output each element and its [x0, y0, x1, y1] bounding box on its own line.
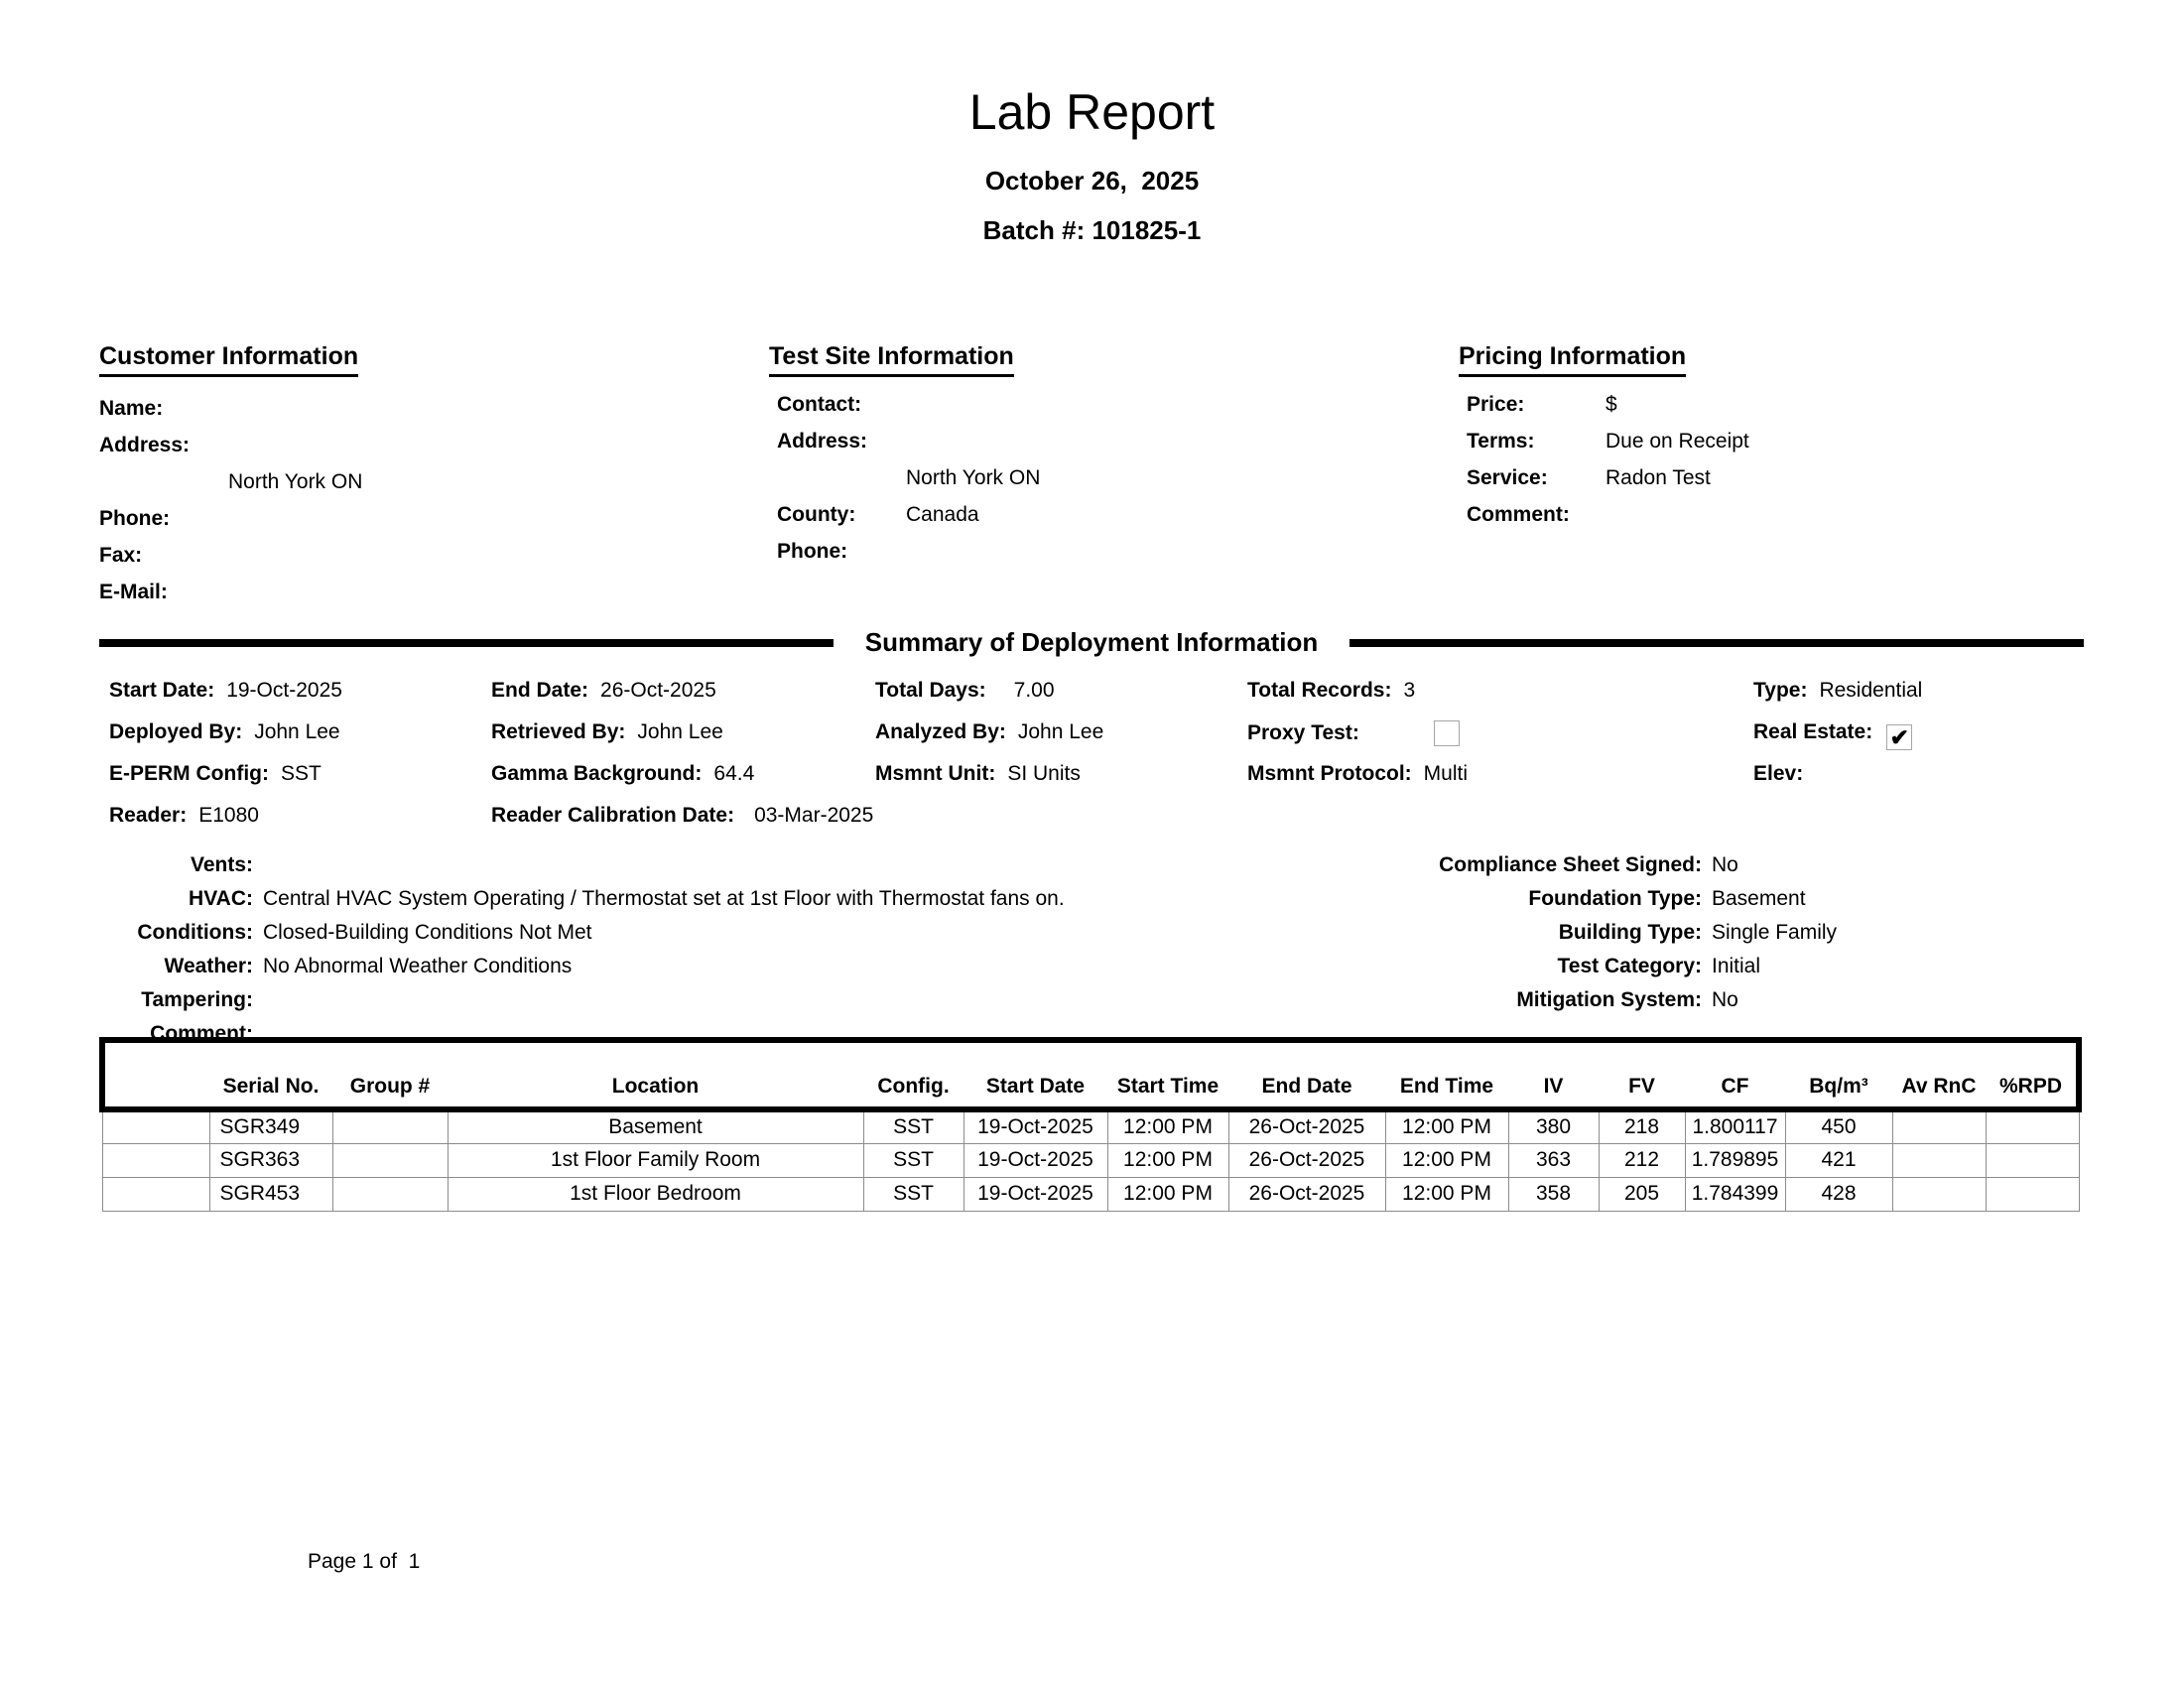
table-cell: SST — [863, 1177, 964, 1211]
results-table-wrap — [99, 1037, 2082, 1212]
table-cell: 212 — [1599, 1143, 1685, 1177]
gamma-background-value: 64.4 — [713, 762, 755, 785]
table-cell — [1892, 1177, 1986, 1211]
compliance-label: Compliance Sheet Signed: — [1439, 853, 1702, 876]
eperm-config-label: E-PERM Config: — [109, 762, 269, 785]
comment-label: Comment: — [150, 1022, 253, 1045]
proxy-test-label: Proxy Test: — [1247, 721, 1359, 744]
summary-grid — [109, 679, 2084, 845]
table-header-cell: Start Time — [1107, 1040, 1228, 1109]
table-row — [102, 1143, 2079, 1177]
table-header-cell: Group # — [332, 1040, 448, 1109]
service-value: Radon Test — [1606, 466, 1711, 489]
table-cell — [1986, 1143, 2079, 1177]
table-cell — [1892, 1143, 1986, 1177]
table-header-cell: Config. — [863, 1040, 964, 1109]
table-cell: 12:00 PM — [1107, 1177, 1228, 1211]
price-value: $ — [1606, 393, 1617, 416]
real-estate-label: Real Estate: — [1753, 720, 1873, 743]
weather-value: No Abnormal Weather Conditions — [263, 955, 573, 977]
table-cell: 12:00 PM — [1107, 1143, 1228, 1177]
report-date: October 26, 2025 — [984, 166, 1200, 195]
building-type-label: Building Type: — [1558, 921, 1702, 944]
vents-label: Vents: — [190, 853, 253, 876]
table-cell — [102, 1109, 209, 1143]
msmnt-unit-label: Msmnt Unit: — [875, 762, 996, 785]
tampering-label: Tampering: — [141, 988, 253, 1011]
reader-cal-value: 03-Mar-2025 — [754, 804, 874, 827]
table-cell: 218 — [1599, 1109, 1685, 1143]
table-cell: 450 — [1785, 1109, 1892, 1143]
table-cell: 12:00 PM — [1385, 1109, 1508, 1143]
summary-title-bar — [99, 627, 2084, 658]
page-title: Lab Report — [968, 84, 1216, 140]
reader-label: Reader: — [109, 804, 188, 827]
right-rule — [1349, 639, 2084, 647]
site-contact-label: Contact: — [777, 393, 862, 416]
analyzed-by-value: John Lee — [1017, 720, 1104, 743]
hvac-value: Central HVAC System Operating / Thermostat set at 1st Floor with Thermostat fans on. — [263, 887, 1065, 910]
table-cell: 12:00 PM — [1107, 1109, 1228, 1143]
start-date-value: 19-Oct-2025 — [226, 679, 342, 702]
analyzed-by-label: Analyzed By: — [875, 720, 1006, 743]
msmnt-protocol-label: Msmnt Protocol: — [1247, 762, 1412, 785]
table-header-cell: %RPD — [1986, 1040, 2079, 1109]
end-date-value: 26-Oct-2025 — [600, 679, 716, 702]
terms-value: Due on Receipt — [1606, 430, 1749, 453]
table-header-cell: CF — [1685, 1040, 1785, 1109]
table-cell: SST — [863, 1143, 964, 1177]
pricing-information — [1459, 342, 2084, 617]
table-cell: 12:00 PM — [1385, 1177, 1508, 1211]
table-cell: 1.789895 — [1685, 1143, 1785, 1177]
table-cell: 26-Oct-2025 — [1228, 1143, 1385, 1177]
table-header-cell: Serial No. — [209, 1040, 332, 1109]
table-cell — [102, 1143, 209, 1177]
pricing-comment-label: Comment: — [1467, 503, 1570, 526]
table-cell: 380 — [1508, 1109, 1599, 1143]
type-value: Residential — [1819, 679, 1923, 702]
terms-label: Terms: — [1467, 430, 1535, 453]
site-address-value: North York ON — [906, 466, 1041, 489]
summary-heading: Summary of Deployment Information — [864, 627, 1319, 657]
mitigation-system-value: No — [1712, 988, 1738, 1011]
table-cell: 1st Floor Family Room — [448, 1143, 863, 1177]
table-cell: 1.784399 — [1685, 1177, 1785, 1211]
service-label: Service: — [1467, 466, 1548, 489]
table-header-cell: IV — [1508, 1040, 1599, 1109]
results-table — [99, 1037, 2082, 1212]
total-records-label: Total Records: — [1247, 679, 1392, 702]
info-section — [99, 342, 2084, 617]
customer-information — [99, 342, 769, 617]
customer-name-label: Name: — [99, 397, 164, 420]
customer-email-label: E-Mail: — [99, 581, 168, 603]
test-site-heading: Test Site Information — [769, 342, 1014, 377]
table-row — [102, 1109, 2079, 1143]
retrieved-by-label: Retrieved By: — [491, 720, 626, 743]
total-days-value: 7.00 — [1013, 679, 1055, 702]
table-cell — [332, 1143, 448, 1177]
price-label: Price: — [1467, 393, 1525, 416]
weather-label: Weather: — [164, 955, 253, 977]
table-cell: 421 — [1785, 1143, 1892, 1177]
msmnt-protocol-value: Multi — [1423, 762, 1469, 785]
gamma-background-label: Gamma Background: — [491, 762, 703, 785]
site-phone-label: Phone: — [777, 540, 848, 563]
table-cell: SGR453 — [209, 1177, 332, 1211]
customer-fax-label: Fax: — [99, 544, 143, 567]
mitigation-system-label: Mitigation System: — [1516, 988, 1702, 1011]
pricing-heading: Pricing Information — [1459, 342, 1686, 377]
start-date-label: Start Date: — [109, 679, 215, 702]
table-cell — [1986, 1109, 2079, 1143]
table-cell: 363 — [1508, 1143, 1599, 1177]
test-category-value: Initial — [1712, 955, 1761, 977]
conditions-label: Conditions: — [137, 921, 253, 944]
site-county-label: County: — [777, 503, 856, 526]
conditions-section — [109, 848, 2084, 1051]
retrieved-by-value: John Lee — [637, 720, 723, 743]
table-header-cell — [102, 1040, 209, 1109]
site-address-label: Address: — [777, 430, 868, 453]
elev-label: Elev: — [1753, 762, 1804, 785]
table-cell: 205 — [1599, 1177, 1685, 1211]
table-cell — [102, 1177, 209, 1211]
customer-address-value: North York ON — [228, 470, 363, 493]
customer-phone-label: Phone: — [99, 507, 171, 530]
end-date-label: End Date: — [491, 679, 589, 702]
table-header-cell: Start Date — [964, 1040, 1107, 1109]
table-cell: 428 — [1785, 1177, 1892, 1211]
conditions-right-column — [1300, 848, 2084, 1017]
left-rule — [99, 639, 834, 647]
conditions-value: Closed-Building Conditions Not Met — [263, 921, 592, 944]
table-cell: 26-Oct-2025 — [1228, 1177, 1385, 1211]
results-table-body — [102, 1109, 2079, 1211]
reader-cal-label: Reader Calibration Date: — [491, 804, 735, 827]
page-number: Page 1 of 1 — [308, 1550, 421, 1573]
site-county-value: Canada — [906, 503, 979, 526]
table-row — [102, 1177, 2079, 1211]
reader-value: E1080 — [198, 804, 259, 827]
proxy-test-checkbox — [1434, 720, 1460, 746]
foundation-type-value: Basement — [1712, 887, 1806, 910]
table-header-row — [102, 1040, 2079, 1109]
real-estate-checkbox: ✔ — [1886, 724, 1912, 750]
table-cell — [332, 1177, 448, 1211]
table-header-cell: Location — [448, 1040, 863, 1109]
table-cell — [332, 1109, 448, 1143]
msmnt-unit-value: SI Units — [1007, 762, 1081, 785]
table-cell: SGR349 — [209, 1109, 332, 1143]
table-header-cell: Av RnC — [1892, 1040, 1986, 1109]
table-cell: 1.800117 — [1685, 1109, 1785, 1143]
document-header — [0, 84, 2184, 246]
table-header-cell: Bq/m³ — [1785, 1040, 1892, 1109]
total-days-label: Total Days: — [875, 679, 986, 702]
table-cell: SGR363 — [209, 1143, 332, 1177]
customer-address-label: Address: — [99, 434, 191, 456]
test-category-label: Test Category: — [1557, 955, 1702, 977]
deployed-by-label: Deployed By: — [109, 720, 243, 743]
table-cell: 26-Oct-2025 — [1228, 1109, 1385, 1143]
table-cell: Basement — [448, 1109, 863, 1143]
table-cell: 358 — [1508, 1177, 1599, 1211]
table-cell: 19-Oct-2025 — [964, 1109, 1107, 1143]
eperm-config-value: SST — [280, 762, 321, 785]
total-records-value: 3 — [1403, 679, 1416, 702]
table-cell: 12:00 PM — [1385, 1143, 1508, 1177]
table-header-cell: End Date — [1228, 1040, 1385, 1109]
table-cell: 19-Oct-2025 — [964, 1143, 1107, 1177]
batch-number: Batch #: 101825-1 — [982, 215, 1202, 245]
table-cell: 19-Oct-2025 — [964, 1177, 1107, 1211]
hvac-label: HVAC: — [189, 887, 253, 910]
customer-heading: Customer Information — [99, 342, 358, 377]
test-site-information — [769, 342, 1459, 617]
deployed-by-value: John Lee — [254, 720, 340, 743]
table-cell: SST — [863, 1109, 964, 1143]
table-header-cell: FV — [1599, 1040, 1685, 1109]
building-type-value: Single Family — [1712, 921, 1838, 944]
table-cell — [1986, 1177, 2079, 1211]
table-header-cell: End Time — [1385, 1040, 1508, 1109]
foundation-type-label: Foundation Type: — [1528, 887, 1702, 910]
type-label: Type: — [1753, 679, 1808, 702]
table-cell: 1st Floor Bedroom — [448, 1177, 863, 1211]
table-cell — [1892, 1109, 1986, 1143]
compliance-value: No — [1712, 853, 1738, 876]
